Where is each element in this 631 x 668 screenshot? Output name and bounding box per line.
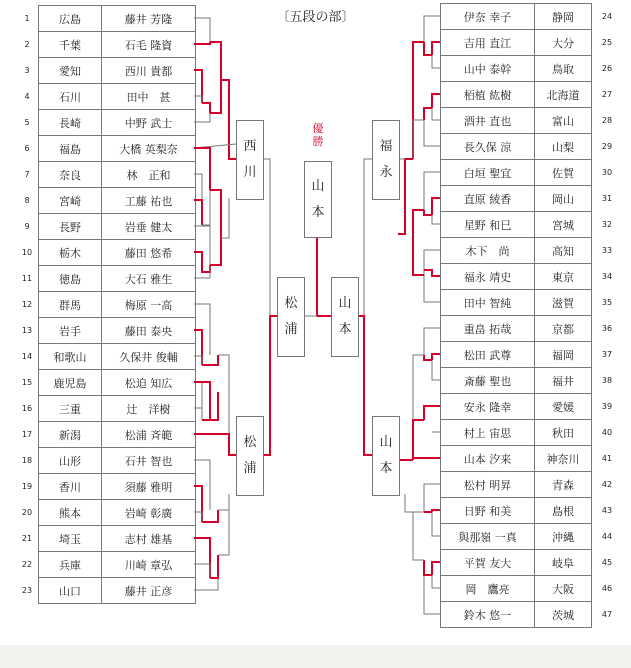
prefecture: 富山	[535, 108, 592, 134]
player-name: 石毛 隆資	[102, 32, 196, 58]
footer-band	[0, 645, 631, 668]
prefecture: 香川	[39, 474, 102, 500]
bracket-line	[218, 510, 229, 555]
player-name: 直原 綾香	[441, 186, 535, 212]
prefecture: 岩手	[39, 318, 102, 344]
prefecture: 京都	[535, 316, 592, 342]
bracket-line	[194, 356, 202, 365]
seed-number: 19	[21, 482, 33, 491]
prefecture: 奈良	[39, 162, 102, 188]
prefecture: 新潟	[39, 422, 102, 448]
winner-path	[194, 70, 202, 103]
bracket-line	[405, 494, 413, 512]
player-name: 伊奈 幸子	[441, 4, 535, 30]
prefecture: 秋田	[535, 420, 592, 446]
prefecture: 福井	[535, 368, 592, 394]
winner-path	[194, 252, 210, 272]
winner-path	[210, 238, 221, 265]
prefecture: 高知	[535, 238, 592, 264]
bracket-line	[194, 578, 218, 590]
player-name: 長久保 涼	[441, 134, 535, 160]
quarter-left-top-box: 西 川	[236, 120, 264, 200]
winner-path	[432, 562, 440, 575]
seed-number: 41	[601, 454, 613, 463]
winner-path	[221, 80, 236, 159]
seed-number: 5	[24, 118, 30, 127]
bracket-line	[432, 360, 440, 380]
semi-right-box: 山 本	[331, 277, 359, 357]
winner-path	[210, 190, 221, 238]
player-name: 須藤 雅明	[102, 474, 196, 500]
seed-number: 37	[601, 350, 613, 359]
player-name: 岩崎 彰廣	[102, 500, 196, 526]
champion-label: 優 勝	[312, 122, 324, 148]
player-name: 岩垂 健太	[102, 214, 196, 240]
prefecture: 山梨	[535, 134, 592, 160]
prefecture: 鳥取	[535, 56, 592, 82]
bracket-line	[218, 355, 229, 455]
prefecture: 栃木	[39, 240, 102, 266]
player-name: 田中 智純	[441, 290, 535, 316]
winner-path	[210, 555, 218, 578]
winner-path	[413, 42, 424, 159]
winner-path	[413, 210, 424, 275]
bracket-line	[424, 275, 440, 302]
seed-number: 36	[601, 324, 613, 333]
prefecture: 宮城	[535, 212, 592, 238]
player-name: 松浦 斉範	[102, 422, 196, 448]
seed-number: 10	[21, 248, 33, 257]
prefecture: 埼玉	[39, 526, 102, 552]
winner-path	[432, 198, 440, 215]
winner-path	[413, 420, 424, 460]
seed-number: 47	[601, 610, 613, 619]
seed-number: 38	[601, 376, 613, 385]
player-name: 松田 武尊	[441, 342, 535, 368]
player-name: 山本 汐来	[441, 446, 535, 472]
seed-number: 6	[24, 144, 30, 153]
prefecture: 兵庫	[39, 552, 102, 578]
winner-path	[432, 354, 440, 360]
prefecture: 静岡	[535, 4, 592, 30]
winner-path	[357, 316, 372, 455]
bracket-line	[262, 159, 277, 316]
seed-number: 27	[601, 90, 613, 99]
seed-number: 14	[21, 352, 33, 361]
prefecture: 岐阜	[535, 550, 592, 576]
bracket-line	[194, 96, 202, 103]
seed-number: 44	[601, 532, 613, 541]
bracket-line	[424, 328, 440, 355]
bracket-line	[194, 113, 210, 122]
prefecture: 北海道	[535, 82, 592, 108]
winner-path	[194, 200, 202, 225]
winner-path	[194, 538, 210, 578]
seed-number: 18	[21, 456, 33, 465]
winner-path	[194, 434, 236, 455]
prefecture: 福島	[39, 136, 102, 162]
seed-number: 1	[24, 14, 30, 23]
winner-path	[424, 42, 432, 55]
seed-number: 34	[601, 272, 613, 281]
prefecture: 青森	[535, 472, 592, 498]
bracket-line	[194, 564, 210, 578]
bracket-line	[357, 159, 372, 316]
seed-number: 13	[21, 326, 33, 335]
bracket-line	[432, 512, 440, 536]
player-name: 日野 和美	[441, 498, 535, 524]
prefecture: 千葉	[39, 32, 102, 58]
prefecture: 愛知	[39, 58, 102, 84]
bracket-line	[424, 16, 440, 42]
bracket-line	[202, 190, 210, 225]
prefecture: 茨城	[535, 602, 592, 628]
bracket-line	[194, 18, 210, 42]
page-title: 〔五段の部〕	[276, 10, 355, 25]
prefecture: 和歌山	[39, 344, 102, 370]
winner-path	[398, 159, 413, 234]
winner-path	[424, 560, 432, 575]
seed-number: 30	[601, 168, 613, 177]
seed-number: 46	[601, 584, 613, 593]
winner-path	[424, 108, 432, 120]
player-name: 中野 武士	[102, 110, 196, 136]
player-name: 吉用 直江	[441, 30, 535, 56]
seed-number: 22	[21, 560, 33, 569]
winner-path	[432, 510, 440, 512]
prefecture: 愛媛	[535, 394, 592, 420]
prefecture: 大分	[535, 30, 592, 56]
player-name: 藤田 泰央	[102, 318, 196, 344]
winner-path	[262, 316, 277, 455]
seed-number: 42	[601, 480, 613, 489]
player-name: 斎藤 聖也	[441, 368, 535, 394]
seed-number: 32	[601, 220, 613, 229]
seed-number: 33	[601, 246, 613, 255]
seed-number: 35	[601, 298, 613, 307]
prefecture: 長崎	[39, 110, 102, 136]
prefecture: 沖縄	[535, 524, 592, 550]
seed-number: 2	[24, 40, 30, 49]
prefecture: 島根	[535, 498, 592, 524]
player-name: 田中 甚	[102, 84, 196, 110]
winner-path	[424, 270, 440, 276]
quarter-right-top-box: 福 永	[372, 120, 400, 200]
prefecture: 群馬	[39, 292, 102, 318]
player-name: 松村 明昇	[441, 472, 535, 498]
seed-number: 7	[24, 170, 30, 179]
prefecture: 三重	[39, 396, 102, 422]
prefecture: 長野	[39, 214, 102, 240]
player-name: 藤井 正彦	[102, 578, 196, 604]
seed-number: 15	[21, 378, 33, 387]
seed-number: 29	[601, 142, 613, 151]
prefecture: 徳島	[39, 266, 102, 292]
player-name: 大石 雅生	[102, 266, 196, 292]
player-name: 久保井 俊輔	[102, 344, 196, 370]
player-name: 安永 隆幸	[441, 394, 535, 420]
prefecture: 岡山	[535, 186, 592, 212]
bracket-line	[432, 215, 440, 224]
player-name: 志村 雄基	[102, 526, 196, 552]
seed-number: 25	[601, 38, 613, 47]
prefecture: 福岡	[535, 342, 592, 368]
seed-number: 17	[21, 430, 33, 439]
seed-number: 28	[601, 116, 613, 125]
winner-path	[202, 103, 210, 113]
winner-path	[432, 94, 440, 108]
champion-char-1: 山	[311, 178, 325, 194]
bracket-line	[413, 120, 424, 159]
prefecture: 大阪	[535, 576, 592, 602]
prefecture: 神奈川	[535, 446, 592, 472]
player-name: 藤田 悠希	[102, 240, 196, 266]
player-name: 福永 靖史	[441, 264, 535, 290]
seed-number: 12	[21, 300, 33, 309]
seed-number: 24	[601, 12, 613, 21]
player-name: 平賀 友大	[441, 550, 535, 576]
player-name: 石井 智也	[102, 448, 196, 474]
bracket-line	[424, 484, 440, 512]
seed-number: 23	[21, 586, 33, 595]
prefecture: 滋賀	[535, 290, 592, 316]
bracket-line	[413, 355, 424, 420]
player-name: 栢植 紘樹	[441, 82, 535, 108]
bracket-line	[194, 382, 202, 420]
player-name: 木下 尚	[441, 238, 535, 264]
quarter-right-bottom-box: 山 本	[372, 416, 400, 496]
seed-number: 3	[24, 66, 30, 75]
player-name: 工藤 祐也	[102, 188, 196, 214]
player-name: 岡 鷹亮	[441, 576, 535, 602]
seed-number: 9	[24, 222, 30, 231]
prefecture: 熊本	[39, 500, 102, 526]
player-name: 梅原 一高	[102, 292, 196, 318]
player-name: 林 正和	[102, 162, 196, 188]
bracket-line	[432, 108, 440, 120]
seed-number: 21	[21, 534, 33, 543]
player-name: 辻 洋樹	[102, 396, 196, 422]
prefecture: 山口	[39, 578, 102, 604]
player-name: 西川 貴都	[102, 58, 196, 84]
player-name: 川崎 章弘	[102, 552, 196, 578]
player-name: 與那嶺 一真	[441, 524, 535, 550]
bracket-line	[303, 236, 317, 316]
player-name: 鈴木 悠一	[441, 602, 535, 628]
winner-path	[424, 406, 440, 420]
winner-path	[210, 80, 221, 113]
seed-number: 8	[24, 196, 30, 205]
bracket-line	[424, 120, 440, 146]
prefecture: 佐賀	[535, 160, 592, 186]
player-name: 重畠 拓哉	[441, 316, 535, 342]
winner-path	[210, 42, 221, 80]
player-name: 藤井 芳隆	[102, 6, 196, 32]
winner-path	[194, 330, 202, 365]
seed-number: 26	[601, 64, 613, 73]
player-name: 村上 宙思	[441, 420, 535, 446]
winner-path	[202, 355, 218, 365]
bracket-line	[413, 512, 424, 560]
player-name: 白垣 聖宜	[441, 160, 535, 186]
winner-path	[202, 510, 218, 522]
seed-number: 39	[601, 402, 613, 411]
winner-path	[424, 355, 432, 360]
winner-path	[432, 42, 440, 55]
quarter-left-bottom-box: 松 浦	[236, 416, 264, 496]
bracket-line	[218, 494, 229, 510]
seed-number: 45	[601, 558, 613, 567]
player-name: 大橋 英梨奈	[102, 136, 196, 162]
bracket-line	[194, 408, 202, 420]
champion-char-2: 本	[311, 204, 325, 220]
seed-number: 4	[24, 92, 30, 101]
prefecture: 鹿児島	[39, 370, 102, 396]
player-name: 星野 和巳	[441, 212, 535, 238]
prefecture: 山形	[39, 448, 102, 474]
semi-left-box: 松 浦	[277, 277, 305, 357]
champion-box	[304, 161, 332, 238]
player-name: 山中 泰幹	[441, 56, 535, 82]
seed-number: 20	[21, 508, 33, 517]
seed-number: 11	[21, 274, 33, 283]
winner-path	[424, 210, 432, 215]
bracket-line	[432, 575, 440, 588]
seed-number: 43	[601, 506, 613, 515]
seed-number: 40	[601, 428, 613, 437]
prefecture: 東京	[535, 264, 592, 290]
player-name: 松迫 知広	[102, 370, 196, 396]
seed-number: 16	[21, 404, 33, 413]
prefecture: 石川	[39, 84, 102, 110]
prefecture: 宮崎	[39, 188, 102, 214]
winner-path	[194, 42, 210, 44]
bracket-line	[432, 55, 440, 68]
winner-path	[194, 486, 202, 522]
seed-number: 31	[601, 194, 613, 203]
player-name: 酒井 直也	[441, 108, 535, 134]
bracket-line	[194, 512, 202, 522]
prefecture: 広島	[39, 6, 102, 32]
bracket-line	[221, 198, 229, 238]
